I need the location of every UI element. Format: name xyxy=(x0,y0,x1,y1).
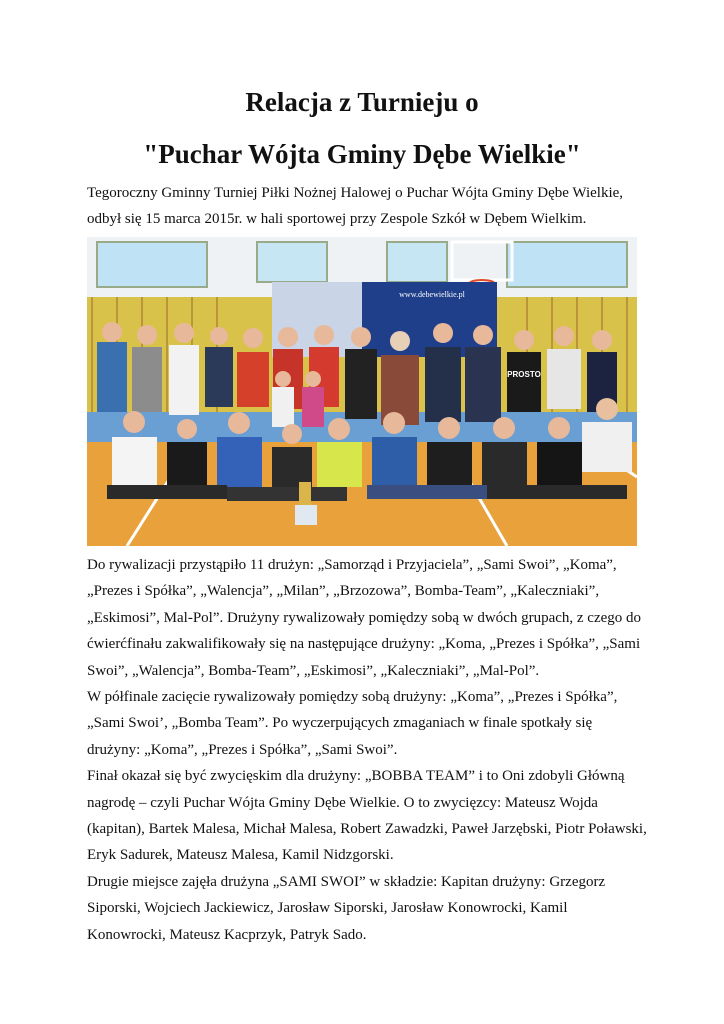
page-title-line-1: Relacja z Turnieju o xyxy=(245,87,479,117)
banner-text: www.debewielkie.pl xyxy=(399,290,465,299)
intro-line-1: Tegoroczny Gminny Turniej Piłki Nożnej Halowej o Puchar Wójta Gminy Dębe Wielkie, xyxy=(87,185,624,201)
paragraph-final: Finał okazał się być zwycięskim dla drużyny: „BOBBA TEAM” i to Oni zdobyli Główną nagrodę – czyli Puchar Wójta Gminy Dębe Wielkie. O to zwycięzcy: Mateusz Wojda (kapitan), Bartek Malesa, Michał Malesa, Robert Zawadzki, Paweł Jarzębski, Piotr Poławski, Eryk Sadurek, Mateusz Malesa, Kamil Nidzgorski. xyxy=(87,768,647,864)
team-photo xyxy=(87,237,637,546)
paragraph-second-place: Drugie miejsce zajęła drużyna „SAMI SWOI” w składzie: Kapitan drużyny: Grzegorz Siporski, Wojciech Jackiewicz, Jarosław Siporski, Jarosław Konowrocki, Kamil Konowrocki, Mateusz Kacprzyk, Patryk Sado. xyxy=(87,873,606,943)
article-body xyxy=(87,552,647,948)
intro-line-2: odbył się 15 marca 2015r. w hali sportowej przy Zespole Szkół w Dębem Wielkim. xyxy=(87,211,587,227)
shirt-text: PROSTO xyxy=(507,370,541,379)
paragraph-semifinal: W półfinale zacięcie rywalizowały pomiędzy sobą drużyny: „Koma”, „Prezes i Spółka”, „Sami Swoi’, „Bomba Team”. Po wyczerpujących zmaganiach w finale spotkały się drużyny: „Koma”, „Prezes i Spółka”, „Sami Swoi”. xyxy=(87,689,618,758)
page-title-line-2: "Puchar Wójta Gminy Dębe Wielkie" xyxy=(143,139,581,169)
paragraph-teams: Do rywalizacji przystąpiło 11 drużyn: „Samorząd i Przyjaciela”, „Sami Swoi”, „Koma”, „Prezes i Spółka”, „Walencja”, „Milan”, „Brzozowa”, Bomba-Team”, „Kaleczniaki”, „Eskimosi”, Mal-Pol”. Drużyny rywalizowały pomiędzy sobą w dwóch grupach, z czego do ćwierćfinału zakwalifikowały się na następujące drużyny: „Koma, „Prezes i Spółka”, „Sami Swoi”, „Walencja”, Bomba-Team”, „Eskimosi”, „Kaleczniaki”, „Mal-Pol”. xyxy=(87,557,642,679)
